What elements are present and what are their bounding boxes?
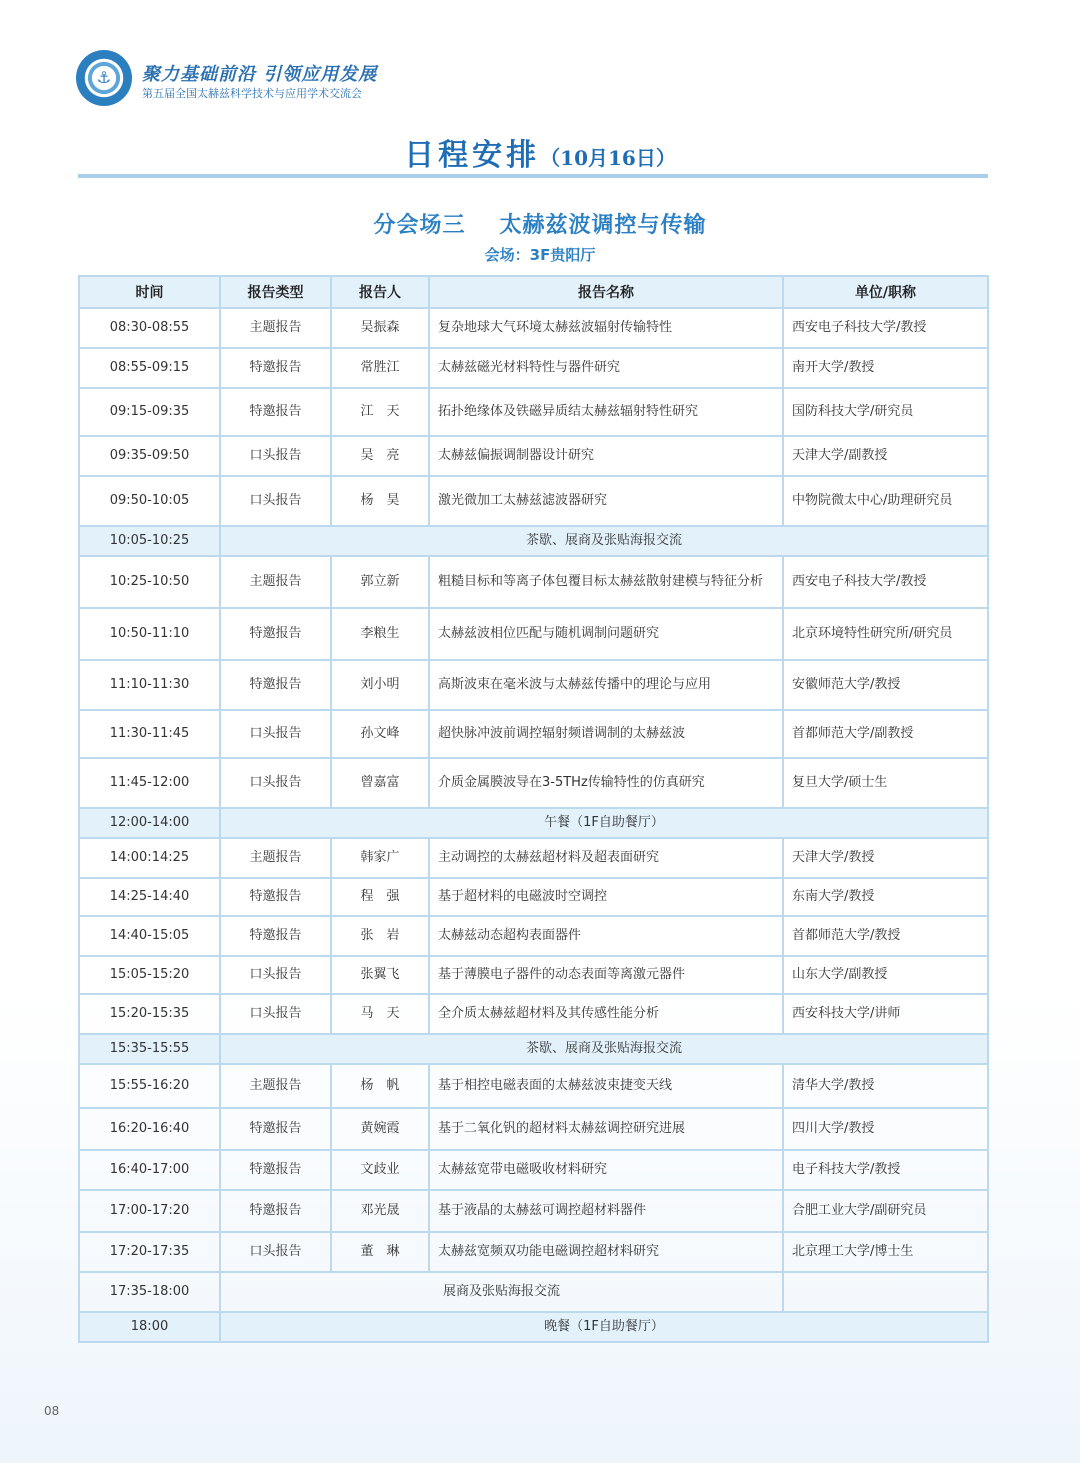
break-message: 晚餐（1F自助餐厅） xyxy=(220,1312,988,1342)
speaker-cell: 文歧业 xyxy=(331,1150,429,1190)
break-row xyxy=(79,1272,988,1312)
affiliation-cell: 西安电子科技大学/教授 xyxy=(783,556,988,608)
report-type-cell: 口头报告 xyxy=(220,994,331,1034)
conference-logo xyxy=(76,50,132,106)
speaker-cell: 程 强 xyxy=(331,878,429,916)
affiliation-cell: 天津大学/教授 xyxy=(783,838,988,878)
header-speaker: 报告人 xyxy=(331,276,429,308)
table-header-row xyxy=(79,276,988,308)
report-title-cell: 太赫兹宽频双功能电磁调控超材料研究 xyxy=(429,1232,783,1272)
time-cell: 15:05-15:20 xyxy=(79,956,220,994)
affiliation-cell: 中物院微太中心/助理研究员 xyxy=(783,476,988,526)
time-cell: 14:25-14:40 xyxy=(79,878,220,916)
speaker-cell: 江 天 xyxy=(331,388,429,436)
report-title-cell: 太赫兹波相位匹配与随机调制问题研究 xyxy=(429,608,783,660)
affiliation-cell: 山东大学/副教授 xyxy=(783,956,988,994)
affiliation-cell: 安徽师范大学/教授 xyxy=(783,660,988,710)
speaker-cell: 常胜江 xyxy=(331,348,429,388)
table-row xyxy=(79,436,988,476)
report-type-cell: 口头报告 xyxy=(220,758,331,808)
report-type-cell: 口头报告 xyxy=(220,436,331,476)
affiliation-cell: 南开大学/教授 xyxy=(783,348,988,388)
affiliation-cell: 北京环境特性研究所/研究员 xyxy=(783,608,988,660)
time-cell: 18:00 xyxy=(79,1312,220,1342)
speaker-cell: 黄婉霞 xyxy=(331,1108,429,1150)
report-type-cell: 口头报告 xyxy=(220,710,331,758)
page-title xyxy=(0,130,1080,174)
affiliation-cell: 四川大学/教授 xyxy=(783,1108,988,1150)
schedule-table xyxy=(78,275,989,1343)
time-cell: 14:40-15:05 xyxy=(79,916,220,956)
speaker-cell: 孙文峰 xyxy=(331,710,429,758)
report-type-cell: 特邀报告 xyxy=(220,1108,331,1150)
report-type-cell: 特邀报告 xyxy=(220,660,331,710)
break-message: 展商及张贴海报交流 xyxy=(220,1272,783,1312)
report-type-cell: 口头报告 xyxy=(220,956,331,994)
table-row xyxy=(79,388,988,436)
table-row xyxy=(79,994,988,1034)
affiliation-cell: 国防科技大学/研究员 xyxy=(783,388,988,436)
affiliation-cell: 电子科技大学/教授 xyxy=(783,1150,988,1190)
affiliation-cell: 北京理工大学/博士生 xyxy=(783,1232,988,1272)
time-cell: 10:25-10:50 xyxy=(79,556,220,608)
break-message: 茶歇、展商及张贴海报交流 xyxy=(220,1034,988,1064)
time-cell: 12:00-14:00 xyxy=(79,808,220,838)
speaker-cell: 曾嘉富 xyxy=(331,758,429,808)
report-title-cell: 太赫兹偏振调制器设计研究 xyxy=(429,436,783,476)
affiliation-cell: 复旦大学/硕士生 xyxy=(783,758,988,808)
emblem-icon: ⚓ xyxy=(96,68,112,87)
table-row xyxy=(79,1190,988,1232)
report-type-cell: 特邀报告 xyxy=(220,388,331,436)
time-cell: 17:35-18:00 xyxy=(79,1272,220,1312)
speaker-cell: 董 琳 xyxy=(331,1232,429,1272)
report-type-cell: 主题报告 xyxy=(220,556,331,608)
report-type-cell: 主题报告 xyxy=(220,1064,331,1108)
report-type-cell: 口头报告 xyxy=(220,1232,331,1272)
title-date: （10月16日） xyxy=(540,146,676,170)
speaker-cell: 李粮生 xyxy=(331,608,429,660)
table-row xyxy=(79,660,988,710)
break-message: 茶歇、展商及张贴海报交流 xyxy=(220,526,988,556)
time-cell: 15:55-16:20 xyxy=(79,1064,220,1108)
session-topic: 太赫兹波调控与传输 xyxy=(499,213,707,238)
schedule-body xyxy=(79,308,988,1342)
speaker-cell: 张翼飞 xyxy=(331,956,429,994)
header-affiliation: 单位/职称 xyxy=(783,276,988,308)
header-type: 报告类型 xyxy=(220,276,331,308)
empty-cell xyxy=(783,1272,988,1312)
table-row xyxy=(79,556,988,608)
speaker-cell: 韩家广 xyxy=(331,838,429,878)
break-message: 午餐（1F自助餐厅） xyxy=(220,808,988,838)
table-row xyxy=(79,1108,988,1150)
table-row xyxy=(79,308,988,348)
table-row xyxy=(79,476,988,526)
speaker-cell: 郭立新 xyxy=(331,556,429,608)
speaker-cell: 马 天 xyxy=(331,994,429,1034)
report-title-cell: 高斯波束在毫米波与太赫兹传播中的理论与应用 xyxy=(429,660,783,710)
break-row xyxy=(79,526,988,556)
affiliation-cell: 东南大学/教授 xyxy=(783,878,988,916)
time-cell: 15:20-15:35 xyxy=(79,994,220,1034)
session-venue: 会场：3F贵阳厅 xyxy=(484,246,596,264)
time-cell: 11:10-11:30 xyxy=(79,660,220,710)
table-row xyxy=(79,1150,988,1190)
speaker-cell: 吴 亮 xyxy=(331,436,429,476)
affiliation-cell: 西安电子科技大学/教授 xyxy=(783,308,988,348)
time-cell: 14:00:14:25 xyxy=(79,838,220,878)
report-title-cell: 拓扑绝缘体及铁磁异质结太赫兹辐射特性研究 xyxy=(429,388,783,436)
time-cell: 10:50-11:10 xyxy=(79,608,220,660)
time-cell: 15:35-15:55 xyxy=(79,1034,220,1064)
report-title-cell: 太赫兹动态超构表面器件 xyxy=(429,916,783,956)
report-title-cell: 太赫兹磁光材料特性与器件研究 xyxy=(429,348,783,388)
report-type-cell: 特邀报告 xyxy=(220,1150,331,1190)
affiliation-cell: 天津大学/副教授 xyxy=(783,436,988,476)
time-cell: 11:45-12:00 xyxy=(79,758,220,808)
report-title-cell: 激光微加工太赫兹滤波器研究 xyxy=(429,476,783,526)
speaker-cell: 吴振森 xyxy=(331,308,429,348)
table-row xyxy=(79,758,988,808)
session-heading xyxy=(0,208,1080,239)
time-cell: 11:30-11:45 xyxy=(79,710,220,758)
table-row xyxy=(79,348,988,388)
session-name: 分会场三 xyxy=(373,213,466,238)
break-row xyxy=(79,1034,988,1064)
report-title-cell: 主动调控的太赫兹超材料及超表面研究 xyxy=(429,838,783,878)
time-cell: 08:55-09:15 xyxy=(79,348,220,388)
report-title-cell: 介质金属膜波导在3-5THz传输特性的仿真研究 xyxy=(429,758,783,808)
table-row xyxy=(79,1232,988,1272)
speaker-cell: 邓光晟 xyxy=(331,1190,429,1232)
report-type-cell: 特邀报告 xyxy=(220,878,331,916)
report-type-cell: 主题报告 xyxy=(220,838,331,878)
header-slogan: 聚力基础前沿 引领应用发展 xyxy=(142,64,378,85)
conference-name: 第五届全国太赫兹科学技术与应用学术交流会 xyxy=(142,87,362,100)
affiliation-cell: 清华大学/教授 xyxy=(783,1064,988,1108)
report-type-cell: 口头报告 xyxy=(220,476,331,526)
report-title-cell: 基于薄膜电子器件的动态表面等离激元器件 xyxy=(429,956,783,994)
table-row xyxy=(79,956,988,994)
speaker-cell: 杨 帆 xyxy=(331,1064,429,1108)
report-type-cell: 特邀报告 xyxy=(220,348,331,388)
table-row xyxy=(79,878,988,916)
time-cell: 16:20-16:40 xyxy=(79,1108,220,1150)
report-title-cell: 超快脉冲波前调控辐射频谱调制的太赫兹波 xyxy=(429,710,783,758)
title-divider xyxy=(78,174,988,178)
speaker-cell: 张 岩 xyxy=(331,916,429,956)
report-title-cell: 全介质太赫兹超材料及其传感性能分析 xyxy=(429,994,783,1034)
time-cell: 17:00-17:20 xyxy=(79,1190,220,1232)
title-main: 日程安排 xyxy=(404,138,541,173)
affiliation-cell: 首都师范大学/副教授 xyxy=(783,710,988,758)
report-title-cell: 粗糙目标和等离子体包覆目标太赫兹散射建模与特征分析 xyxy=(429,556,783,608)
affiliation-cell: 首都师范大学/教授 xyxy=(783,916,988,956)
speaker-cell: 杨 昊 xyxy=(331,476,429,526)
time-cell: 17:20-17:35 xyxy=(79,1232,220,1272)
time-cell: 16:40-17:00 xyxy=(79,1150,220,1190)
report-type-cell: 特邀报告 xyxy=(220,608,331,660)
time-cell: 08:30-08:55 xyxy=(79,308,220,348)
time-cell: 10:05-10:25 xyxy=(79,526,220,556)
table-row xyxy=(79,916,988,956)
report-title-cell: 太赫兹宽带电磁吸收材料研究 xyxy=(429,1150,783,1190)
report-type-cell: 主题报告 xyxy=(220,308,331,348)
table-row xyxy=(79,838,988,878)
report-type-cell: 特邀报告 xyxy=(220,1190,331,1232)
report-title-cell: 基于二氧化钒的超材料太赫兹调控研究进展 xyxy=(429,1108,783,1150)
break-row xyxy=(79,808,988,838)
table-row xyxy=(79,710,988,758)
time-cell: 09:35-09:50 xyxy=(79,436,220,476)
header-time: 时间 xyxy=(79,276,220,308)
report-title-cell: 基于相控电磁表面的太赫兹波束捷变天线 xyxy=(429,1064,783,1108)
time-cell: 09:15-09:35 xyxy=(79,388,220,436)
speaker-cell: 刘小明 xyxy=(331,660,429,710)
break-row xyxy=(79,1312,988,1342)
report-title-cell: 复杂地球大气环境太赫兹波辐射传输特性 xyxy=(429,308,783,348)
report-type-cell: 特邀报告 xyxy=(220,916,331,956)
time-cell: 09:50-10:05 xyxy=(79,476,220,526)
table-row xyxy=(79,608,988,660)
affiliation-cell: 西安科技大学/讲师 xyxy=(783,994,988,1034)
report-title-cell: 基于超材料的电磁波时空调控 xyxy=(429,878,783,916)
header-title: 报告名称 xyxy=(429,276,783,308)
table-row xyxy=(79,1064,988,1108)
page-number: 08 xyxy=(44,1404,60,1418)
report-title-cell: 基于液晶的太赫兹可调控超材料器件 xyxy=(429,1190,783,1232)
affiliation-cell: 合肥工业大学/副研究员 xyxy=(783,1190,988,1232)
